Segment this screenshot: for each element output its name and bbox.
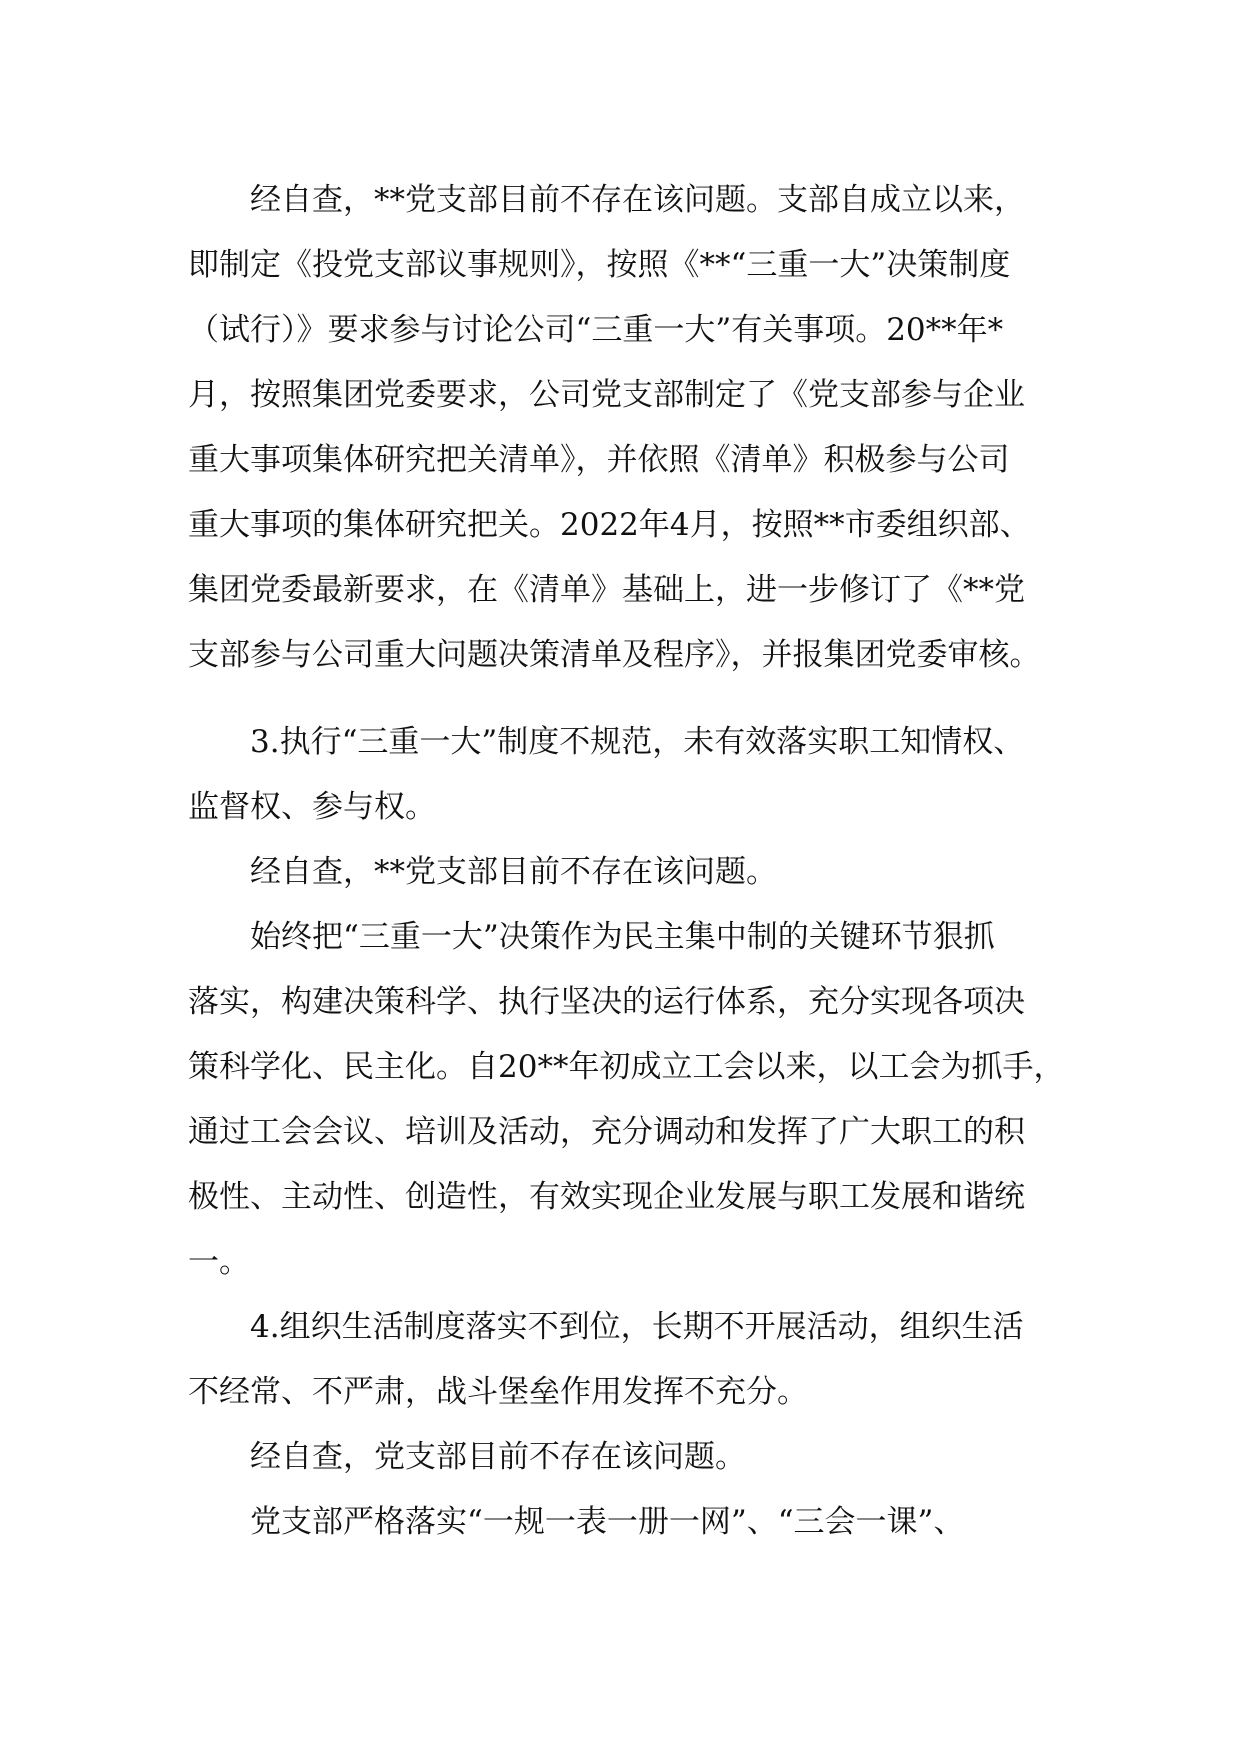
text-line: 策科学化、民主化。自20**年初成立工会以来，以工会为抓手，	[188, 1049, 1065, 1085]
text-line: 重大事项集体研究把关清单》，并依照《清单》积极参与公司	[188, 442, 1010, 478]
text-line: 经自查，党支部目前不存在该问题。	[250, 1439, 746, 1475]
paragraph-self-check-issue-4	[188, 1425, 1088, 1490]
text-line: 月，按照集团党委要求，公司党支部制定了《党支部参与企业	[188, 377, 1025, 413]
paragraph-party-branch-practice	[188, 1490, 1088, 1555]
text-line: 即制定《投党支部议事规则》，按照《**“三重一大”决策制度	[188, 247, 1011, 283]
text-line: 4.组织生活制度落实不到位，长期不开展活动，组织生活	[250, 1309, 1024, 1345]
text-line: 3.执行“三重一大”制度不规范，未有效落实职工知情权、	[250, 724, 1025, 760]
paragraph-self-check-decision-rules	[188, 168, 1088, 688]
text-line: 重大事项的集体研究把关。2022年4月，按照**市委组织部、	[188, 507, 1031, 543]
text-line: 不经常、不严肃，战斗堡垒作用发挥不充分。	[188, 1374, 808, 1410]
text-line: 极性、主动性、创造性，有效实现企业发展与职工发展和谐统	[188, 1179, 1025, 1215]
paragraph-gap	[188, 688, 1088, 710]
paragraph-self-check-issue-3	[188, 840, 1088, 905]
text-line: 始终把“三重一大”决策作为民主集中制的关键环节狠抓	[250, 919, 995, 955]
text-line: 集团党委最新要求，在《清单》基础上，进一步修订了《**党	[188, 572, 1025, 608]
document-page	[188, 168, 1088, 1555]
text-line: 通过工会会议、培训及活动，充分调动和发挥了广大职工的积	[188, 1114, 1025, 1150]
paragraph-union-work	[188, 905, 1088, 1295]
text-line: 监督权、参与权。	[188, 789, 436, 825]
text-line: 一。	[188, 1244, 250, 1280]
paragraph-issue-4-heading	[188, 1295, 1088, 1425]
text-line: 落实，构建决策科学、执行坚决的运行体系，充分实现各项决	[188, 984, 1025, 1020]
text-line: 支部参与公司重大问题决策清单及程序》，并报集团党委审核。	[188, 637, 1041, 673]
text-line: （试行）》要求参与讨论公司“三重一大”有关事项。20**年*	[188, 312, 1004, 348]
paragraph-issue-3-heading	[188, 710, 1088, 840]
text-line: 经自查，**党支部目前不存在该问题。支部自成立以来，	[250, 182, 1025, 218]
text-line: 经自查，**党支部目前不存在该问题。	[250, 854, 777, 890]
text-line: 党支部严格落实“一规一表一册一网”、“三会一课”、	[250, 1504, 965, 1540]
